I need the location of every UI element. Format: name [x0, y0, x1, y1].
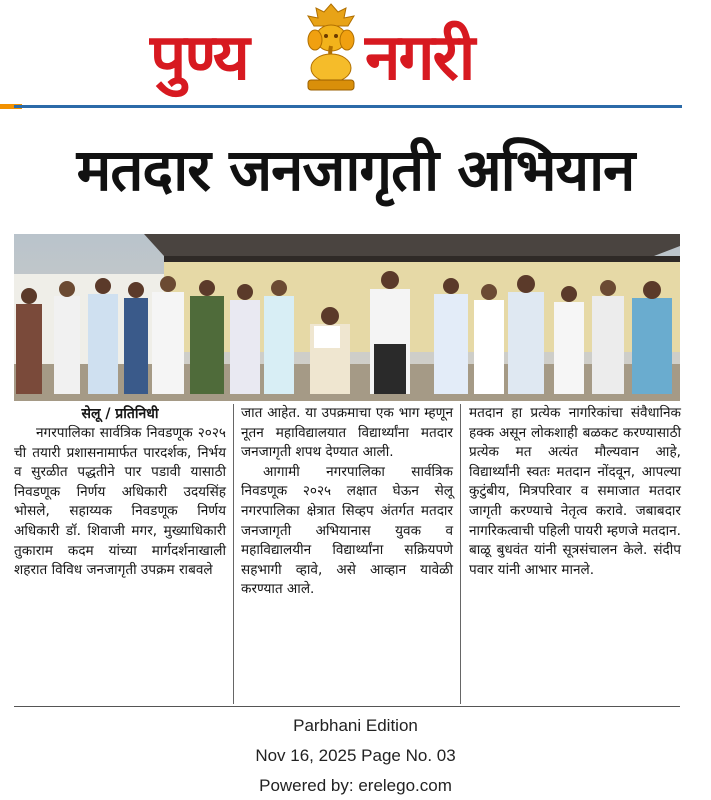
footer-rule [14, 706, 680, 707]
masthead [0, 0, 711, 112]
masthead-title-left: पुण्य [150, 21, 248, 95]
news-photo [14, 234, 680, 401]
article-paragraph: आगामी नगरपालिका सार्वत्रिक निवडणूक २०२५ लक्षात घेऊन सेलू नगरपालिका क्षेत्रात सिव्हप अंतर्गत मतदार जनजागृती अभियानास युवक व महाविद्यालयीन विद्यार्थ्यांना सक्रियपणे सहभागी व्हावे, असे आव्हान यावेळी करण्यात आले. [241, 463, 453, 598]
column-divider [460, 404, 461, 704]
article-column-3 [469, 404, 681, 580]
masthead-title-right: नगरी [365, 21, 474, 95]
article-body [14, 404, 680, 704]
article-column-1 [14, 404, 226, 581]
column-divider [233, 404, 234, 704]
masthead-rule [14, 105, 682, 108]
photo-illustration [14, 234, 680, 401]
headline: मतदार जनजागृती अभियान [76, 136, 635, 204]
powered-by-link[interactable]: Powered by: erelego.com [259, 776, 452, 795]
article-column-2 [241, 404, 453, 600]
article-paragraph: जात आहेत. या उपक्रमाचा एक भाग म्हणून नूतन महाविद्यालयात विद्यार्थ्यांना मतदार जनजागृती शपथ देण्यात आली. [241, 405, 453, 461]
date-page-label: Nov 16, 2025 Page No. 03 [255, 746, 456, 765]
edition-label: Parbhani Edition [293, 716, 418, 735]
article-paragraph: नगरपालिका सार्वत्रिक निवडणूक २०२५ ची तयारी प्रशासनामार्फत पारदर्शक, निर्भय व सुरळीत पद्धतीने पार पडावी यासाठी निवडणूक निर्णय अधिकारी उदयसिंह भोसले, सहाय्यक निवडणूक निर्णय अधिकारी डॉ. शिवाजी मगर, मुख्याधिकारी तुकाराम कदम यांच्या मार्गदर्शनाखाली शहरात विविध जनजागृती उपक्रम राबवले [14, 425, 226, 579]
ganesha-logo-icon [298, 2, 364, 94]
byline: सेलू / प्रतिनिधी [81, 406, 159, 422]
article-paragraph: मतदान हा प्रत्येक नागरिकांचा संवैधानिक हक्क असून लोकशाही बळकट करण्यासाठी प्रत्येक मत अत्यंत मौल्यवान आहे, विद्यार्थ्यांनी स्वतः मतदान नोंदवून, आपल्या कुटुंबीय, मित्रपरिवार व समाजात मतदार जागृती करण्याचे नेतृत्व करावे. जबाबदार नागरिकत्वाची पहिली पायरी म्हणजे मतदान. बाळू बुधवंत यांनी सूत्रसंचालन केले. संदीप पवार यांनी आभार मानले. [469, 405, 681, 578]
